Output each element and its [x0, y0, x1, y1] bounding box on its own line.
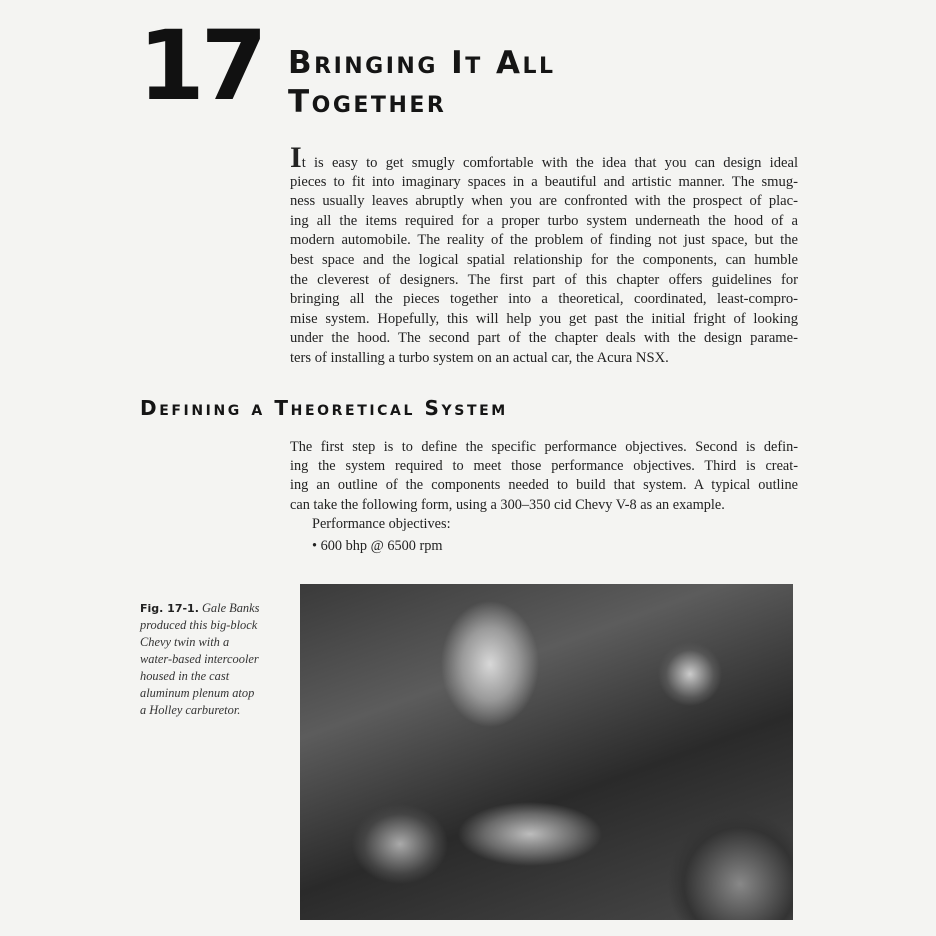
chapter-title-line: Bringing It All — [288, 45, 556, 81]
bullet-item: • 600 bhp @ 6500 rpm — [312, 537, 443, 554]
caption-line: a Holley carburetor. — [140, 703, 241, 717]
caption-line: produced this big-block — [140, 618, 258, 632]
text-line: can take the following form, using a 300–350 cid Chevy V-8 as an example. — [290, 496, 725, 513]
text-line: ing the system required to meet those performance objectives. Third is creat- — [290, 458, 798, 475]
figure-label: Fig. 17-1. — [140, 602, 199, 615]
text-line-content: t is easy to get smugly comfortable with the idea that you can design ideal — [301, 155, 798, 171]
text-line: ness usually leaves abruptly when you are confronted with the prospect of plac- — [290, 193, 798, 210]
chapter-title-line: Together — [288, 84, 447, 120]
sub-label: Performance objectives: — [312, 515, 451, 532]
text-line: ters of installing a turbo system on an actual car, the Acura NSX. — [290, 349, 669, 366]
chapter-number: 17 — [138, 10, 264, 122]
engine-bay-photo — [300, 584, 793, 920]
caption-line: housed in the cast — [140, 669, 230, 683]
intro-paragraph — [290, 141, 798, 369]
text-line: bringing all the pieces together into a theoretical, coordinated, least-compro- — [290, 291, 798, 308]
figure-caption — [140, 600, 290, 719]
text-line: under the hood. The second part of the chapter deals with the design parame- — [290, 330, 798, 347]
text-line: the cleverest of designers. The first part of this chapter offers guidelines for — [290, 271, 798, 288]
text-line: The first step is to define the specific performance objectives. Second is defin- — [290, 439, 798, 455]
chapter-title — [288, 44, 556, 122]
caption-line: aluminum plenum atop — [140, 686, 255, 700]
caption-line: Chevy twin with a — [140, 635, 230, 649]
section-heading: Defining a Theoretical System — [140, 396, 508, 420]
caption-line: Gale Banks — [201, 601, 260, 615]
text-line: ing all the items required for a proper turbo system underneath the hood of a — [290, 212, 798, 229]
text-line: modern automobile. The reality of the problem of finding not just space, but the — [290, 232, 798, 249]
text-line: pieces to fit into imaginary spaces in a beautiful and artistic manner. The smug- — [290, 173, 798, 190]
caption-line: water-based intercooler — [140, 652, 259, 666]
text-line: ing an outline of the components needed to build that system. A typical outline — [290, 477, 798, 494]
drop-cap: I — [290, 141, 302, 174]
text-line: mise system. Hopefully, this will help you get past the initial fright of looking — [290, 310, 798, 327]
section-paragraph — [290, 438, 798, 556]
text-line — [290, 141, 798, 174]
text-line: best space and the logical spatial relationship for the components, can humble — [290, 251, 798, 268]
